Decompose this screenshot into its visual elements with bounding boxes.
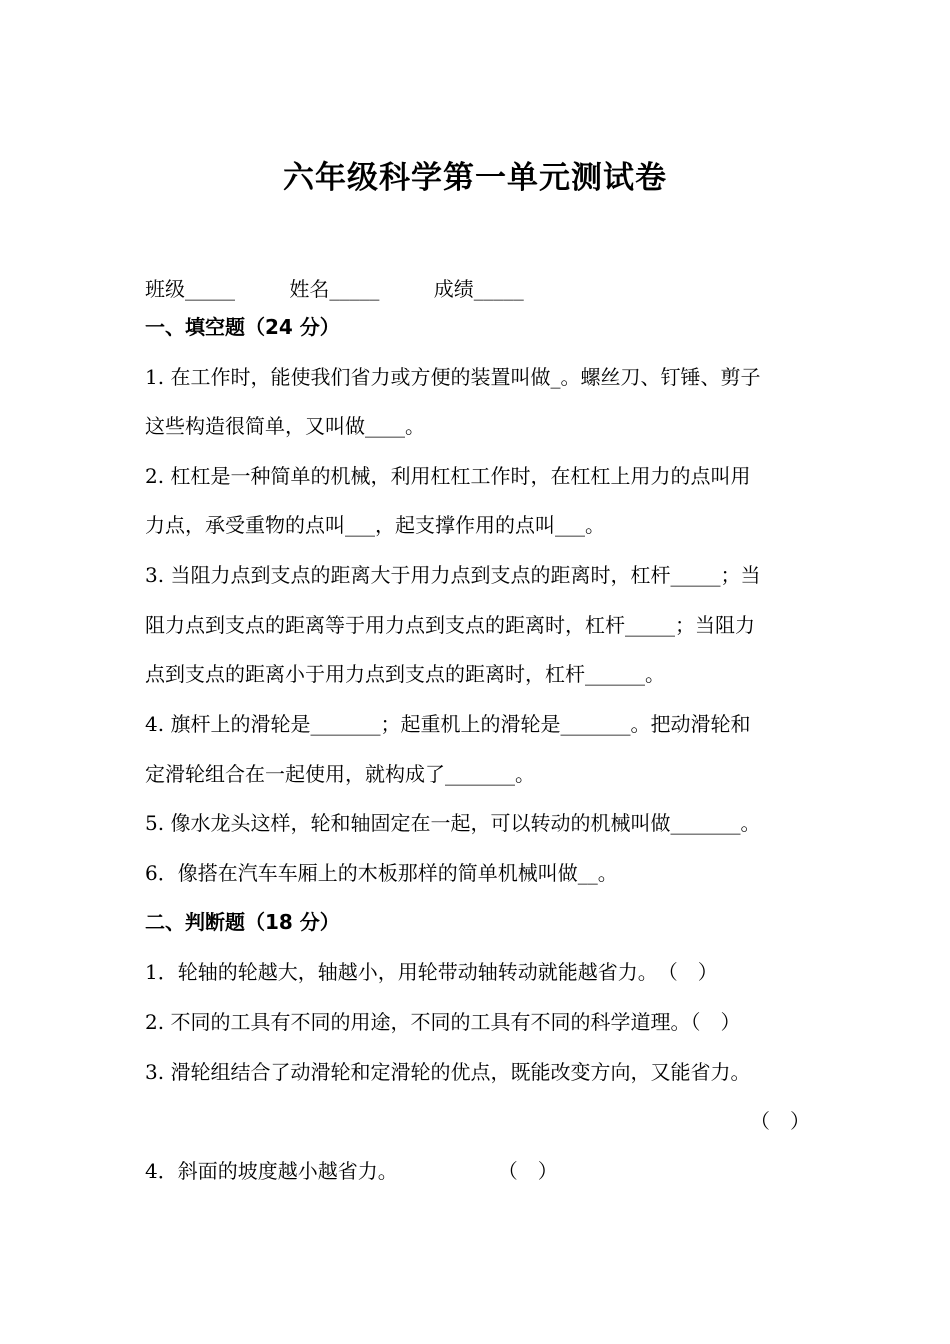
question-line: 1. 在工作时，能使我们省力或方便的装置叫做_。螺丝刀、钉锤、剪子 <box>145 365 761 389</box>
student-info-row <box>145 274 810 304</box>
question-line: 力点，承受重物的点叫___，起支撑作用的点叫___。 <box>145 513 605 537</box>
question-line: 5. 像水龙头这样，轮和轴固定在一起，可以转动的机械叫做_______。 <box>145 811 761 835</box>
section-heading-fill-blank: 一、填空题（24 分） <box>145 315 340 339</box>
question-line: 4. 旗杆上的滑轮是_______；起重机上的滑轮是_______。把动滑轮和 <box>145 712 751 736</box>
question-line: 定滑轮组合在一起使用，就构成了_______。 <box>145 762 535 786</box>
question-line: 点到支点的距离小于用力点到支点的距离时，杠杆______。 <box>145 662 665 686</box>
answer-bracket: （ ） <box>750 1109 810 1133</box>
question-line: 2. 杠杠是一种简单的机械，利用杠杠工作时，在杠杠上用力的点叫用 <box>145 464 751 488</box>
question-line: 4．斜面的坡度越小越省力。 （ ） <box>145 1159 558 1183</box>
question-line: 6．像搭在汽车车厢上的木板那样的简单机械叫做__。 <box>145 861 618 885</box>
section-heading-true-false: 二、判断题（18 分） <box>145 910 340 934</box>
question-line: 3. 当阻力点到支点的距离大于用力点到支点的距离时，杠杆_____；当 <box>145 563 761 587</box>
question-line: 1．轮轴的轮越大，轴越小，用轮带动轴转动就能越省力。 （ ） <box>145 960 718 984</box>
page-title: 六年级科学第一单元测试卷 <box>283 160 667 196</box>
question-line: 这些构造很简单，又叫做____。 <box>145 414 425 438</box>
question-line: 3. 滑轮组结合了动滑轮和定滑轮的优点，既能改变方向，又能省力。 <box>145 1060 751 1084</box>
class-field: 班级_____ <box>145 277 235 301</box>
question-line: 2. 不同的工具有不同的用途，不同的工具有不同的科学道理。（ ） <box>145 1010 741 1034</box>
name-field: 姓名_____ <box>289 277 380 301</box>
question-line: 阻力点到支点的距离等于用力点到支点的距离时，杠杆_____；当阻力 <box>145 613 755 637</box>
score-field: 成绩_____ <box>433 277 524 301</box>
